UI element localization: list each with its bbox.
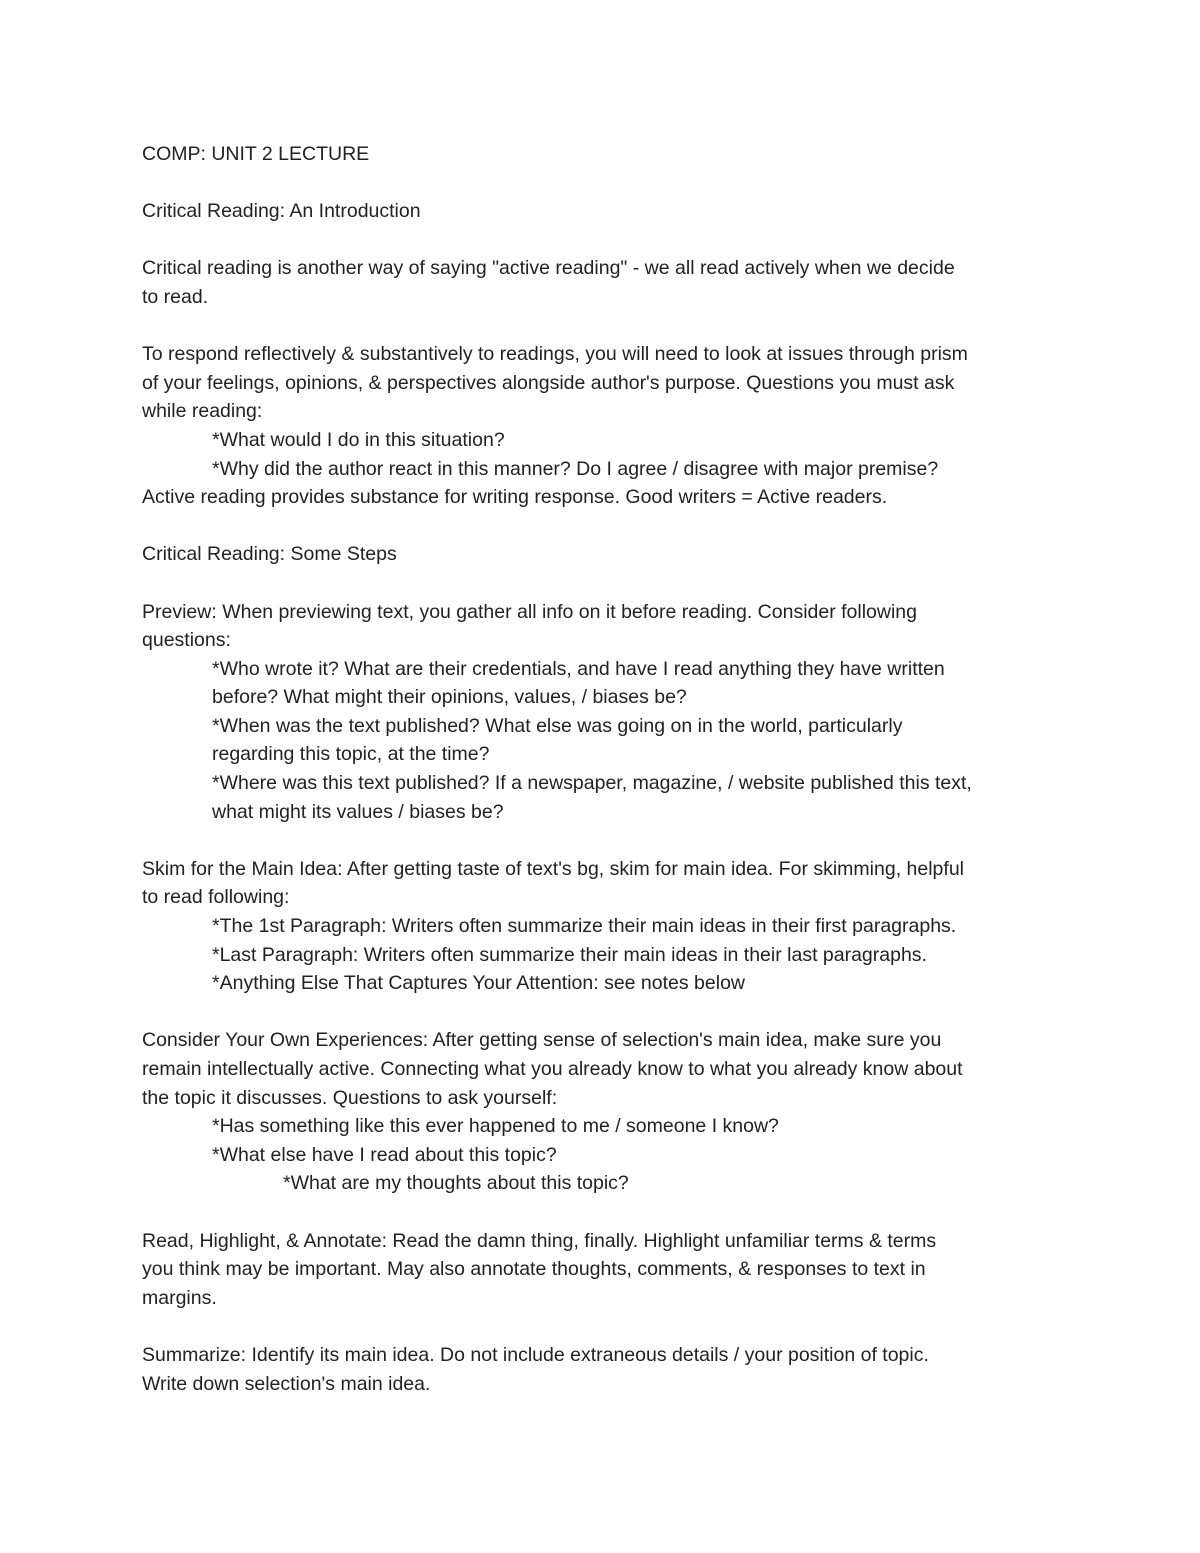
- read-paragraph-line: Read, Highlight, & Annotate: Read the damn thing, finally. Highlight unfamiliar terms & terms: [142, 1229, 937, 1252]
- spacer: [142, 226, 1072, 255]
- consider-question: *What are my thoughts about this topic?: [283, 1172, 629, 1195]
- summarize-paragraph-line: Write down selection's main idea.: [142, 1372, 431, 1395]
- skim-item: *Last Paragraph: Writers often summarize their main ideas in their last paragraphs.: [212, 943, 927, 966]
- intro-paragraph-line: Critical reading is another way of saying "active reading" - we all read actively when we decide: [142, 257, 955, 280]
- read-paragraph-line: you think may be important. May also annotate thoughts, comments, & responses to text in: [142, 1258, 926, 1281]
- spacer: [142, 512, 1072, 541]
- preview-question: *When was the text published? What else was going on in the world, particularly: [212, 714, 903, 737]
- skim-item: *The 1st Paragraph: Writers often summarize their main ideas in their first paragraphs.: [212, 915, 957, 938]
- respond-paragraph-line: To respond reflectively & substantively to readings, you will need to look at issues through prism: [142, 343, 968, 366]
- preview-question: *Where was this text published? If a newspaper, magazine, / website published this text,: [212, 772, 972, 795]
- spacer: [142, 569, 1072, 598]
- document-page: [142, 140, 1072, 1398]
- respond-question: *What would I do in this situation?: [212, 428, 505, 451]
- preview-question: what might its values / biases be?: [212, 800, 504, 823]
- preview-question: *Who wrote it? What are their credentials, and have I read anything they have written: [212, 657, 945, 680]
- skim-paragraph-line: to read following:: [142, 886, 290, 909]
- consider-paragraph-line: the topic it discusses. Questions to ask yourself:: [142, 1086, 558, 1109]
- consider-question: *Has something like this ever happened to me / someone I know?: [212, 1115, 779, 1138]
- skim-item: *Anything Else That Captures Your Attention: see notes below: [212, 972, 745, 995]
- respond-paragraph-line: while reading:: [142, 400, 263, 423]
- consider-question: *What else have I read about this topic?: [212, 1143, 557, 1166]
- respond-question: *Why did the author react in this manner? Do I agree / disagree with major premise?: [212, 457, 939, 480]
- spacer: [142, 1198, 1072, 1227]
- respond-conclusion: Active reading provides substance for writing response. Good writers = Active readers.: [142, 486, 888, 509]
- preview-paragraph-line: Preview: When previewing text, you gather all info on it before reading. Consider following: [142, 600, 918, 623]
- consider-paragraph-line: Consider Your Own Experiences: After getting sense of selection's main idea, make sure you: [142, 1029, 942, 1052]
- preview-question: before? What might their opinions, values, / biases be?: [212, 686, 687, 709]
- summarize-paragraph-line: Summarize: Identify its main idea. Do not include extraneous details / your position of topic.: [142, 1343, 929, 1366]
- spacer: [142, 1312, 1072, 1341]
- spacer: [142, 998, 1072, 1027]
- read-paragraph-line: margins.: [142, 1286, 217, 1309]
- intro-paragraph-line: to read.: [142, 285, 209, 308]
- spacer: [142, 826, 1072, 855]
- section-heading-introduction: Critical Reading: An Introduction: [142, 200, 421, 223]
- spacer: [142, 169, 1072, 198]
- preview-paragraph-line: questions:: [142, 629, 231, 652]
- spacer: [142, 312, 1072, 341]
- preview-question: regarding this topic, at the time?: [212, 743, 490, 766]
- section-heading-steps: Critical Reading: Some Steps: [142, 543, 397, 566]
- document-title: COMP: UNIT 2 LECTURE: [142, 143, 370, 165]
- consider-paragraph-line: remain intellectually active. Connecting what you already know to what you already know about: [142, 1058, 963, 1080]
- respond-paragraph-line: of your feelings, opinions, & perspectives alongside author's purpose. Questions you must ask: [142, 371, 955, 394]
- skim-paragraph-line: Skim for the Main Idea: After getting taste of text's bg, skim for main idea. For skimming, helpful: [142, 857, 964, 880]
